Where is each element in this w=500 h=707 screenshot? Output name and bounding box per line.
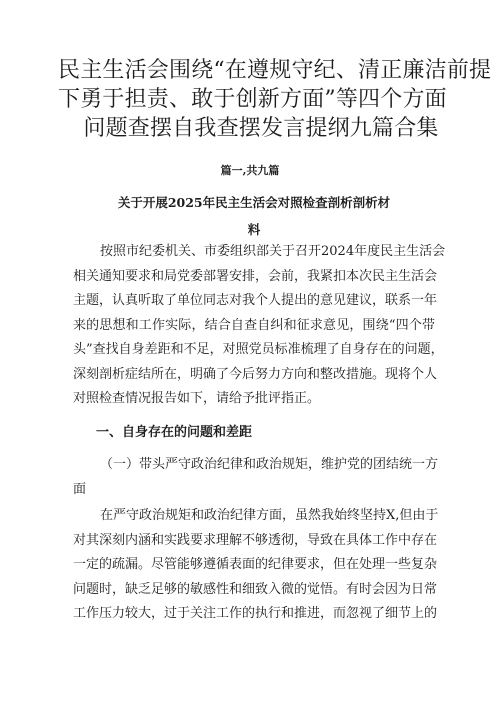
paragraph-line: 一定的疏漏。尽管能够遵循表面的纪律要求，但在处理一些复杂: [73, 557, 438, 572]
paragraph-line: 对照检查情况报告如下，请给予批评指正。: [73, 391, 321, 406]
subsection-line: 面: [73, 481, 87, 497]
paragraph-line: 来的思想和工作实际，结合自查自纠和征求意见，围绕“四个带: [73, 317, 435, 333]
paragraph-line: 对其深刻内涵和实践要求理解不够透彻，导致在具体工作中存在: [73, 532, 438, 548]
paragraph-line: 深刻剖析症结所在，明确了今后努力方向和整改措施。现将个人: [73, 366, 438, 382]
title-line-2: 下勇于担责、敢于创新方面”等四个方面: [58, 87, 447, 112]
paragraph-line: 在严守政治规矩和政治纪律方面，虽然我始终坚持X,但由于: [100, 508, 439, 523]
section-heading: 一、自身存在的问题和差距: [96, 425, 253, 440]
part-label: 篇一,共九篇: [220, 164, 280, 177]
paragraph-line: 主题，认真听取了单位同志对我个人提出的意见建议，联系一年: [73, 293, 438, 308]
subtitle-line-1: 关于开展2025年民主生活会对照检查剖析剖析材: [117, 195, 391, 210]
body-paragraph: [73, 504, 439, 627]
paragraph-line: 按照市纪委机关、市委组织部关于召开2024年度民主生活会: [100, 244, 446, 259]
paragraph-line: 相关通知要求和局党委部署安排，会前，我紧扣本次民主生活会: [73, 268, 438, 284]
subsection-line: （一）带头严守政治纪律和政治规矩，维护党的团结统一方: [100, 457, 439, 472]
paragraph-line: 头”查找自身差距和不足，对照党员标准梳理了自身存在的问题，: [73, 342, 444, 357]
title-line-1: 民主生活会围绕“在遵规守纪、清正廉洁前提: [58, 58, 492, 83]
intro-paragraph: [73, 240, 446, 412]
subtitle-line-2: 料: [247, 222, 261, 237]
document-title: [50, 56, 492, 143]
subsection-heading: [73, 453, 439, 502]
title-line-3: 问题查摆自我查摆发言提纲九篇合集: [83, 116, 439, 141]
paragraph-line: 问题时，缺乏足够的敏感性和细致入微的觉悟。有时会因为日常: [73, 581, 438, 597]
document-subtitle: [104, 189, 404, 243]
paragraph-line: 工作压力较大，过于关注工作的执行和推进，而忽视了细节上的: [73, 606, 438, 621]
